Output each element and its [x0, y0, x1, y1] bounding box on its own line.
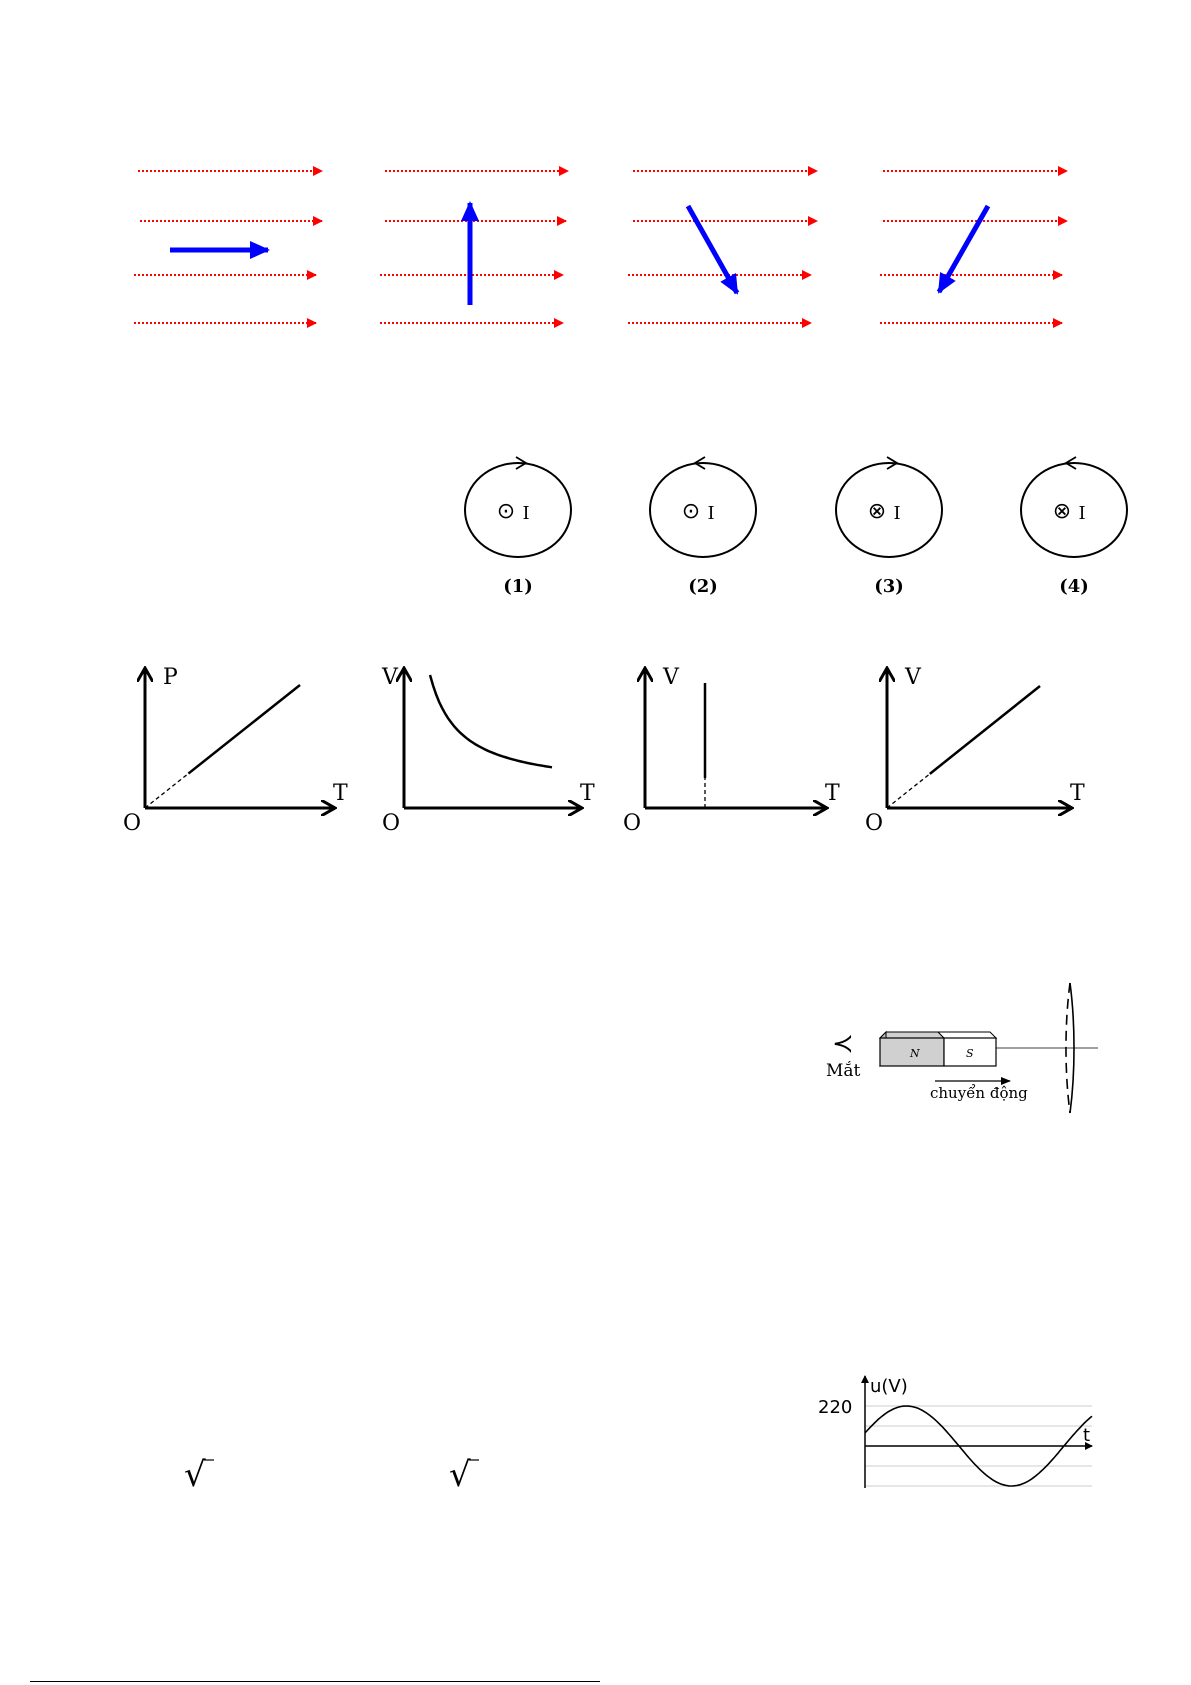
current-label: I [707, 503, 715, 524]
current-label: I [522, 503, 530, 524]
current-direction-symbol: ⊗ [1052, 499, 1072, 524]
sqrt-symbol-1: √ [184, 1455, 206, 1495]
origin-label: O [123, 811, 142, 836]
sqrt-symbol-2: √ [449, 1455, 471, 1495]
voltage-peak-label: 220 [818, 1397, 853, 1418]
x-axis-label: T [580, 781, 595, 806]
current-direction-symbol: ⊙ [681, 499, 701, 524]
origin-label: O [382, 811, 401, 836]
y-axis-label: V [382, 665, 398, 690]
south-label: S [966, 1047, 974, 1060]
voltage-xlabel: t [1083, 1425, 1091, 1446]
footer-rule [30, 1681, 600, 1682]
voltage-ylabel: u(V) [870, 1376, 908, 1397]
current-direction-symbol: ⊗ [867, 499, 887, 524]
loop-caption: (2) [688, 576, 718, 597]
origin-label: O [865, 811, 884, 836]
north-label: N [910, 1047, 920, 1060]
loop-caption: (3) [874, 576, 904, 597]
x-axis-label: T [1070, 781, 1085, 806]
origin-label: O [623, 811, 642, 836]
loop-caption: (4) [1059, 576, 1089, 597]
current-label: I [893, 503, 901, 524]
current-label: I [1078, 503, 1086, 524]
x-axis-label: T [333, 781, 348, 806]
y-axis-label: V [905, 665, 921, 690]
loop-caption: (1) [503, 576, 533, 597]
x-axis-label: T [825, 781, 840, 806]
motion-label: chuyển động [930, 1084, 1028, 1102]
eye-label: Mắt [826, 1061, 861, 1081]
y-axis-label: V [663, 665, 679, 690]
y-axis-label: P [163, 665, 178, 690]
eye-symbol: ≺ [832, 1029, 854, 1059]
current-direction-symbol: ⊙ [496, 499, 516, 524]
